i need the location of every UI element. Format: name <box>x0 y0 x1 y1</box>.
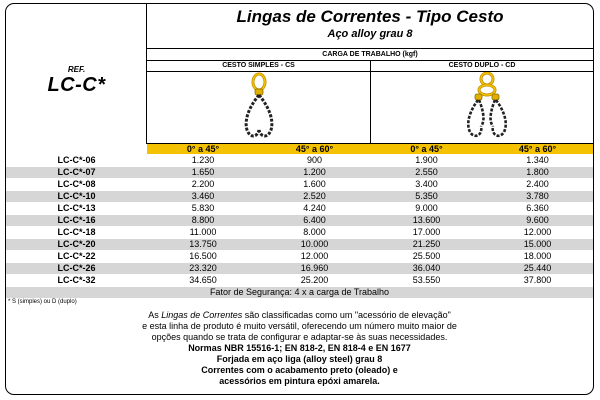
reference-cell: LC-C*-06 <box>57 155 96 165</box>
load-cell: 2.200 <box>191 179 215 189</box>
reference-cell: LC-C*-26 <box>57 263 96 273</box>
load-cell: 2.550 <box>415 167 438 177</box>
table-row <box>6 191 593 202</box>
load-cell: 9.000 <box>415 203 438 213</box>
load-cell: 17.000 <box>412 227 441 237</box>
load-cell: 1.650 <box>191 167 215 177</box>
standards-line: Normas NBR 15516-1; EN 818-2, EN 818-4 e EN 1677 <box>188 343 411 353</box>
table-row <box>6 239 593 250</box>
title-area <box>147 4 593 48</box>
reference-cell: LC-C*-08 <box>57 179 96 189</box>
load-cell: 18.000 <box>523 251 552 261</box>
double-basket-sling-image <box>371 72 593 143</box>
load-cell: 21.250 <box>412 239 441 249</box>
description-text: são classificadas como um "acessório de elevação" <box>242 310 451 320</box>
reference-cell: LC-C*-07 <box>57 167 96 177</box>
double-basket-sling-icon <box>371 72 593 143</box>
load-cell: 1.200 <box>303 167 326 177</box>
load-cell: 3.460 <box>191 191 215 201</box>
load-cell: 3.780 <box>526 191 549 201</box>
load-cell: 15.000 <box>523 239 552 249</box>
reference-label: REF. <box>67 65 86 74</box>
load-cell: 6.360 <box>526 203 549 213</box>
load-cell: 2.400 <box>526 179 549 189</box>
angle-header: 0° a 45° <box>410 144 443 154</box>
load-cell: 16.960 <box>300 263 329 273</box>
load-cell: 36.040 <box>412 263 441 273</box>
reference-cell: LC-C*-20 <box>57 239 96 249</box>
load-cell: 6.400 <box>303 215 326 225</box>
table-row <box>6 263 593 274</box>
reference-cell: LC-C*-16 <box>57 215 96 225</box>
load-cell: 1.900 <box>415 155 438 165</box>
load-cell: 25.440 <box>523 263 552 273</box>
reference-cell: LC-C*-22 <box>57 251 96 261</box>
load-cell: 8.000 <box>303 227 326 237</box>
table-row <box>6 203 593 214</box>
load-cell: 2.520 <box>303 191 326 201</box>
load-cell: 13.750 <box>189 239 217 249</box>
load-cell: 16.500 <box>189 251 217 261</box>
reference-column <box>6 4 147 144</box>
load-cell: 1.600 <box>303 179 326 189</box>
load-cell: 25.200 <box>300 275 329 285</box>
load-cell: 13.600 <box>412 215 441 225</box>
angle-header: 45° a 60° <box>518 144 557 154</box>
load-cell: 23.320 <box>189 263 217 273</box>
description-line: opções quando se trata de configurar e adaptar-se às suas necessidades. <box>151 332 448 342</box>
work-load-label: CARGA DE TRABALHO (kgf) <box>322 51 418 58</box>
table-row <box>6 167 593 178</box>
load-cell: 1.230 <box>191 155 215 165</box>
description-text: As <box>148 310 162 320</box>
table-row <box>6 155 593 166</box>
table-row <box>6 227 593 238</box>
load-cell: 10.000 <box>300 239 329 249</box>
load-cell: 900 <box>306 155 323 165</box>
page-subtitle: Aço alloy grau 8 <box>327 28 413 40</box>
load-cell: 5.830 <box>191 203 215 213</box>
load-cell: 25.500 <box>412 251 441 261</box>
single-basket-sling-image <box>147 72 370 143</box>
reference-cell: LC-C*-10 <box>57 191 96 201</box>
safety-factor: Fator de Segurança: 4 x a carga de Trabalho <box>6 287 593 298</box>
angle-header: 0° a 45° <box>186 144 220 154</box>
product-name: Lingas de Correntes <box>161 310 243 320</box>
page-title: Lingas de Correntes - Tipo Cesto <box>236 7 504 26</box>
product-description <box>6 310 593 387</box>
finish-line: Correntes com o acabamento preto (oleado) e <box>201 365 398 375</box>
finish-line: acessórios em pintura epóxi amarela. <box>219 376 380 386</box>
angle-header: 45° a 60° <box>295 144 334 154</box>
load-cell: 1.800 <box>526 167 549 177</box>
angle-header-row <box>147 144 593 154</box>
load-cell: 4.240 <box>303 203 326 213</box>
reference-code: LC-C* <box>47 74 106 96</box>
load-cell: 12.000 <box>523 227 552 237</box>
load-cell: 34.650 <box>189 275 217 285</box>
reference-cell: LC-C*-18 <box>57 227 96 237</box>
table-row <box>6 179 593 190</box>
type-header-single: CESTO SIMPLES - CS <box>222 62 295 69</box>
load-cell: 8.800 <box>191 215 215 225</box>
table-row <box>6 215 593 226</box>
single-basket-sling-icon <box>147 72 370 143</box>
table-row <box>6 275 593 286</box>
description-line <box>6 310 593 321</box>
load-cell: 9.600 <box>526 215 549 225</box>
load-cell: 11.000 <box>189 227 217 237</box>
load-cell: 3.400 <box>415 179 438 189</box>
material-line: Forjada em aço liga (alloy steel) grau 8 <box>216 354 383 364</box>
reference-cell: LC-C*-13 <box>57 203 96 213</box>
description-line: e esta linha de produto é muito versátil, oferecendo um número muito maior de <box>142 321 457 331</box>
reference-cell: LC-C*-32 <box>57 275 96 285</box>
load-cell: 37.800 <box>523 275 552 285</box>
footnote: * S (simples) ou D (duplo) <box>8 299 77 305</box>
load-cell: 1.340 <box>526 155 549 165</box>
load-cell: 5.350 <box>415 191 438 201</box>
type-header-double: CESTO DUPLO - CD <box>448 62 516 69</box>
table-row <box>6 251 593 262</box>
product-sheet-card <box>5 3 594 395</box>
load-cell: 53.550 <box>412 275 441 285</box>
load-cell: 12.000 <box>300 251 329 261</box>
